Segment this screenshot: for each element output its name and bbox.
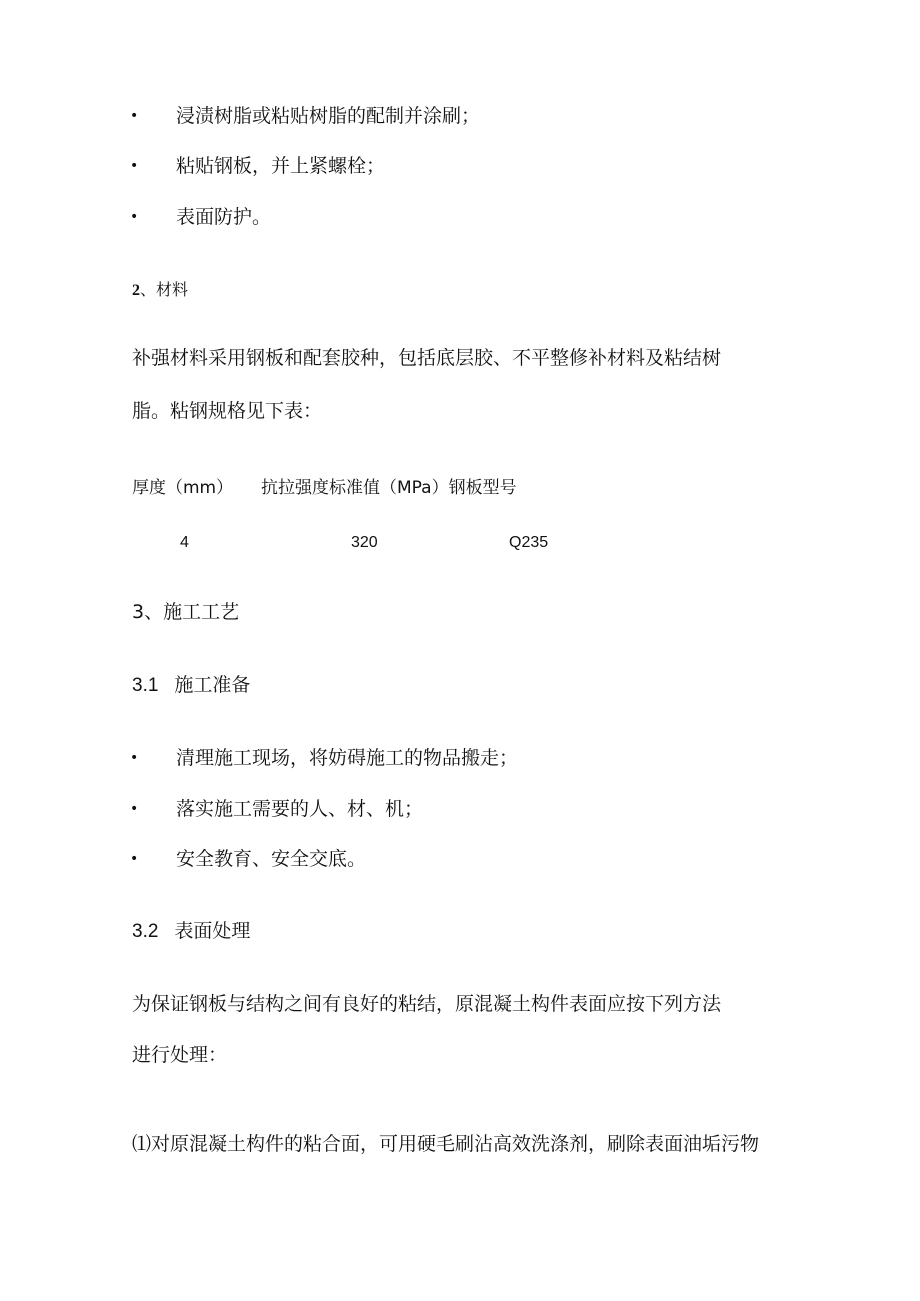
table-header-strength-model: 抗拉强度标准值（MPa）钢板型号	[261, 478, 517, 498]
materials-paragraph-line-1: 补强材料采用钢板和配套胶种，包括底层胶、不平整修补材料及粘结树	[132, 347, 722, 369]
table-cell-strength: 320	[351, 534, 378, 551]
section-2-title: 、材料	[140, 280, 189, 299]
section-3-1-number: 3.1	[132, 675, 159, 696]
bullet-marker: •	[130, 750, 139, 766]
section-3-heading: 3、施工工艺	[132, 601, 240, 623]
list-item: 粘贴钢板，并上紧螺栓；	[176, 155, 386, 177]
section-3-2-heading	[132, 919, 250, 944]
section-2-number: 2	[132, 282, 140, 299]
table-cell-model: Q235	[509, 534, 549, 551]
numbered-item-1	[132, 1132, 759, 1156]
list-item: 表面防护。	[176, 206, 272, 228]
section-3-2-title: 表面处理	[174, 920, 251, 942]
bullet-marker: •	[130, 209, 139, 225]
table-cell-thickness: 4	[180, 534, 189, 551]
item-1-marker: ⑴	[132, 1133, 152, 1155]
bullet-marker: •	[130, 801, 139, 817]
bullet-marker: •	[130, 108, 139, 124]
table-header-thickness: 厚度（mm）	[132, 478, 234, 498]
list-item: 浸渍树脂或粘贴树脂的配制并涂刷；	[176, 105, 481, 127]
materials-paragraph-line-2: 脂。粘钢规格见下表：	[132, 400, 323, 422]
surface-paragraph-line-1: 为保证钢板与结构之间有良好的粘结，原混凝土构件表面应按下列方法	[132, 993, 722, 1015]
surface-paragraph-line-2: 进行处理：	[132, 1044, 228, 1066]
bullet-marker: •	[130, 158, 139, 174]
list-item: 安全教育、安全交底。	[176, 848, 367, 870]
section-3-1-heading	[132, 673, 250, 698]
list-item: 落实施工需要的人、材、机；	[176, 798, 424, 820]
list-item: 清理施工现场，将妨碍施工的物品搬走；	[176, 747, 519, 769]
section-2-heading	[132, 278, 188, 303]
section-3-2-number: 3.2	[132, 921, 159, 942]
item-1-text: 对原混凝土构件的粘合面，可用硬毛刷沾高效洗涤剂，刷除表面油垢污物	[151, 1133, 760, 1155]
bullet-marker: •	[130, 851, 139, 867]
section-3-1-title: 施工准备	[174, 674, 251, 696]
